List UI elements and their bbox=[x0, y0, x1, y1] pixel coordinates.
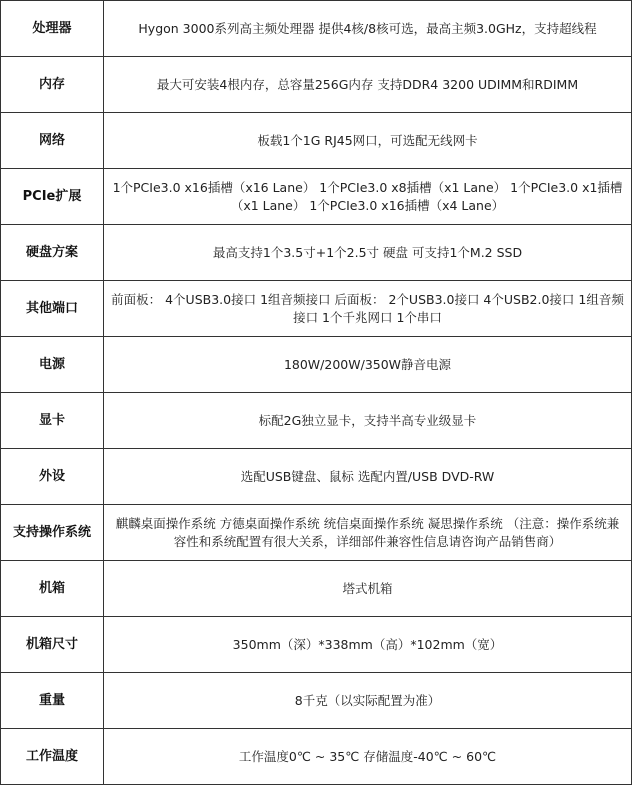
spec-label: 内存 bbox=[1, 57, 104, 113]
spec-value: 工作温度0℃ ~ 35℃ 存储温度-40℃ ~ 60℃ bbox=[104, 729, 632, 785]
spec-value: 8千克（以实际配置为准） bbox=[104, 673, 632, 729]
spec-label: 网络 bbox=[1, 113, 104, 169]
spec-value: Hygon 3000系列高主频处理器 提供4核/8核可选，最高主频3.0GHz，支持超线程 bbox=[104, 1, 632, 57]
spec-label: 电源 bbox=[1, 337, 104, 393]
spec-value: 最高支持1个3.5寸+1个2.5寸 硬盘 可支持1个M.2 SSD bbox=[104, 225, 632, 281]
spec-row-temperature bbox=[1, 729, 632, 785]
spec-label: 外设 bbox=[1, 449, 104, 505]
spec-value: 标配2G独立显卡，支持半高专业级显卡 bbox=[104, 393, 632, 449]
spec-label: 显卡 bbox=[1, 393, 104, 449]
spec-row-weight bbox=[1, 673, 632, 729]
spec-row-chassis bbox=[1, 561, 632, 617]
spec-row-pcie bbox=[1, 169, 632, 225]
spec-value: 板载1个1G RJ45网口，可选配无线网卡 bbox=[104, 113, 632, 169]
spec-value: 350mm（深）*338mm（高）*102mm（宽） bbox=[104, 617, 632, 673]
spec-label: PCIe扩展 bbox=[1, 169, 104, 225]
spec-value: 选配USB键盘、鼠标 选配内置/USB DVD-RW bbox=[104, 449, 632, 505]
spec-value: 前面板： 4个USB3.0接口 1组音频接口 后面板： 2个USB3.0接口 4个USB2.0接口 1组音频接口 1个千兆网口 1个串口 bbox=[104, 281, 632, 337]
spec-row-peripherals bbox=[1, 449, 632, 505]
spec-label: 工作温度 bbox=[1, 729, 104, 785]
spec-row-power bbox=[1, 337, 632, 393]
spec-row-network bbox=[1, 113, 632, 169]
spec-label: 机箱尺寸 bbox=[1, 617, 104, 673]
spec-value: 最大可安装4根内存，总容量256G内存 支持DDR4 3200 UDIMM和RDIMM bbox=[104, 57, 632, 113]
spec-value: 麒麟桌面操作系统 方德桌面操作系统 统信桌面操作系统 凝思操作系统 （注意：操作系统兼容性和系统配置有很大关系，详细部件兼容性信息请咨询产品销售商） bbox=[104, 505, 632, 561]
spec-row-graphics bbox=[1, 393, 632, 449]
spec-row-ports bbox=[1, 281, 632, 337]
spec-label: 其他端口 bbox=[1, 281, 104, 337]
spec-row-memory bbox=[1, 57, 632, 113]
spec-row-cpu bbox=[1, 1, 632, 57]
spec-row-storage bbox=[1, 225, 632, 281]
spec-label: 支持操作系统 bbox=[1, 505, 104, 561]
spec-label: 重量 bbox=[1, 673, 104, 729]
spec-label: 机箱 bbox=[1, 561, 104, 617]
spec-row-dimensions bbox=[1, 617, 632, 673]
spec-value: 180W/200W/350W静音电源 bbox=[104, 337, 632, 393]
spec-row-os bbox=[1, 505, 632, 561]
spec-label: 处理器 bbox=[1, 1, 104, 57]
spec-value: 塔式机箱 bbox=[104, 561, 632, 617]
spec-value: 1个PCIe3.0 x16插槽（x16 Lane） 1个PCIe3.0 x8插槽（x1 Lane） 1个PCIe3.0 x1插槽（x1 Lane） 1个PCIe3.0 x16插槽（x4 Lane） bbox=[104, 169, 632, 225]
spec-label: 硬盘方案 bbox=[1, 225, 104, 281]
